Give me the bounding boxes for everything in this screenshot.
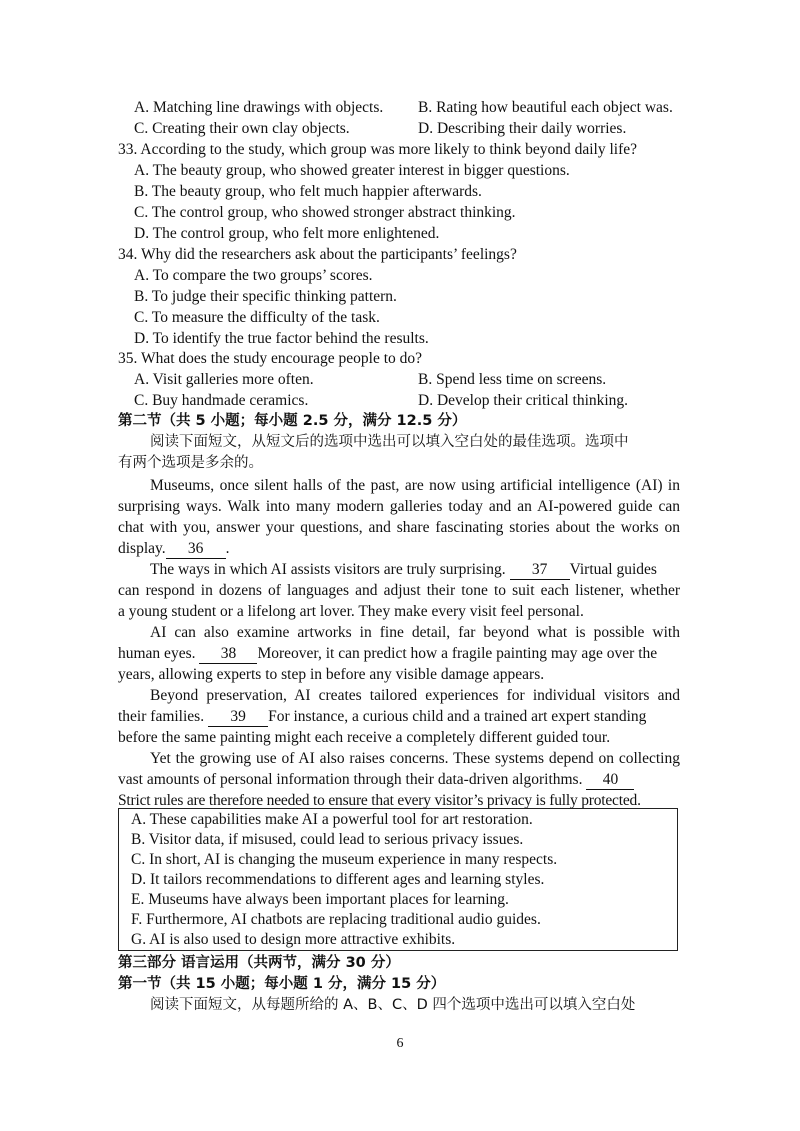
- q35-option-row-1: [134, 369, 699, 390]
- q32-option-d: D. Describing their daily worries.: [418, 120, 627, 137]
- q33-option-b: B. The beauty group, who felt much happier afterwards.: [134, 183, 482, 200]
- passage-p5-line3: Strict rules are therefore needed to ensure that every visitor’s privacy is fully protected.: [118, 792, 641, 809]
- page-number: 6: [396, 1036, 404, 1051]
- part3-sub-heading: 第一节（共 15 小题；每小题 1 分，满分 15 分）: [118, 976, 446, 992]
- passage-p1-display-text: display.: [118, 540, 166, 557]
- passage-p1-period: .: [225, 540, 230, 557]
- q32-option-a: A. Matching line drawings with objects.: [134, 99, 384, 116]
- passage-p3-line3: years, allowing experts to step in before any visible damage appears.: [118, 666, 545, 683]
- q33-stem: 33. According to the study, which group was more likely to think beyond daily life?: [118, 141, 638, 158]
- passage-p5-line1: Yet the growing use of AI also raises concerns. These systems depend on collecting: [150, 750, 680, 767]
- blank-38[interactable]: 38: [199, 645, 257, 664]
- section2-instruction-line1: 阅读下面短文，从短文后的选项中选出可以填入空白处的最佳选项。选项中: [150, 434, 629, 450]
- passage-p3-line1: AI can also examine artworks in fine detail, far beyond what is possible with: [150, 624, 680, 641]
- q35-option-row-2: [134, 390, 699, 411]
- q35-stem: 35. What does the study encourage people to do?: [118, 350, 423, 367]
- q35-option-b: B. Spend less time on screens.: [418, 371, 607, 388]
- choice-f: F. Furthermore, AI chatbots are replacing traditional audio guides.: [131, 911, 541, 928]
- q34-stem: 34. Why did the researchers ask about the participants’ feelings?: [118, 246, 517, 263]
- choice-c: C. In short, AI is changing the museum experience in many respects.: [131, 851, 558, 868]
- passage-p2-text-b: Virtual guides: [569, 561, 657, 578]
- passage-p1-line3: chat with you, answer your questions, and share fascinating stories about the works on: [118, 519, 680, 536]
- blank-40[interactable]: 40: [586, 771, 634, 790]
- section2-heading: 第二节（共 5 小题；每小题 2.5 分，满分 12.5 分）: [118, 413, 467, 429]
- blank-37[interactable]: 37: [510, 561, 570, 580]
- choice-e: E. Museums have always been important places for learning.: [131, 891, 509, 908]
- q34-option-d: D. To identify the true factor behind the results.: [134, 330, 429, 347]
- passage-p4-text-b: For instance, a curious child and a trained art expert standing: [268, 708, 647, 725]
- passage-p3-text-b: Moreover, it can predict how a fragile painting may age over the: [257, 645, 658, 662]
- q35-option-d: D. Develop their critical thinking.: [418, 392, 629, 409]
- q33-option-a: A. The beauty group, who showed greater interest in bigger questions.: [134, 162, 570, 179]
- passage-p1-line4: [118, 538, 683, 559]
- passage-p2-line1: [150, 559, 680, 580]
- passage-p1-line2: surprising ways. Walk into many modern galleries today and an AI-powered guide can: [118, 498, 680, 515]
- passage-p2-line3: a young student or a lifelong art lover. They make every visit feel personal.: [118, 603, 584, 620]
- passage-p3-text-a: human eyes.: [118, 645, 196, 662]
- choice-a: A. These capabilities make AI a powerful tool for art restoration.: [131, 811, 533, 828]
- passage-p3-line2: [118, 643, 683, 664]
- q32-option-b: B. Rating how beautiful each object was.: [418, 99, 673, 116]
- blank-36[interactable]: 36: [166, 540, 226, 559]
- q34-option-a: A. To compare the two groups’ scores.: [134, 267, 373, 284]
- q33-option-d: D. The control group, who felt more enlightened.: [134, 225, 440, 242]
- q35-option-c: C. Buy handmade ceramics.: [134, 392, 309, 409]
- choice-d: D. It tailors recommendations to different ages and learning styles.: [131, 871, 545, 888]
- passage-p4-line3: before the same painting might each receive a completely different guided tour.: [118, 729, 611, 746]
- q32-option-c: C. Creating their own clay objects.: [134, 120, 350, 137]
- choices-box: [118, 808, 678, 951]
- passage-p2-line2: can respond in dozens of languages and adjust their tone to suit each listener, whether: [118, 582, 680, 599]
- passage-p5-line2: [118, 769, 683, 790]
- part3-heading: 第三部分 语言运用（共两节，满分 30 分）: [118, 955, 400, 971]
- q34-option-b: B. To judge their specific thinking pattern.: [134, 288, 397, 305]
- passage-p4-line2: [118, 706, 683, 727]
- q35-option-a: A. Visit galleries more often.: [134, 371, 314, 388]
- passage-p5-text-a: vast amounts of personal information through their data-driven algorithms.: [118, 771, 583, 788]
- choice-g: G. AI is also used to design more attractive exhibits.: [131, 931, 456, 948]
- choice-b: B. Visitor data, if misused, could lead to serious privacy issues.: [131, 831, 524, 848]
- blank-39[interactable]: 39: [208, 708, 268, 727]
- passage-p2-text-a: The ways in which AI assists visitors are truly surprising.: [150, 561, 506, 578]
- section2-instruction-line2: 有两个选项是多余的。: [118, 455, 263, 471]
- q32-option-row-1: [134, 97, 699, 118]
- passage-p4-text-a: their families.: [118, 708, 205, 725]
- part3-instruction: 阅读下面短文，从每题所给的 A、B、C、D 四个选项中选出可以填入空白处: [150, 997, 636, 1013]
- q34-option-c: C. To measure the difficulty of the task.: [134, 309, 380, 326]
- q33-option-c: C. The control group, who showed stronger abstract thinking.: [134, 204, 516, 221]
- q32-option-row-2: [134, 118, 699, 139]
- passage-p4-line1: Beyond preservation, AI creates tailored experiences for individual visitors and: [150, 687, 680, 704]
- passage-p1-line1: Museums, once silent halls of the past, are now using artificial intelligence (AI) in: [150, 477, 680, 494]
